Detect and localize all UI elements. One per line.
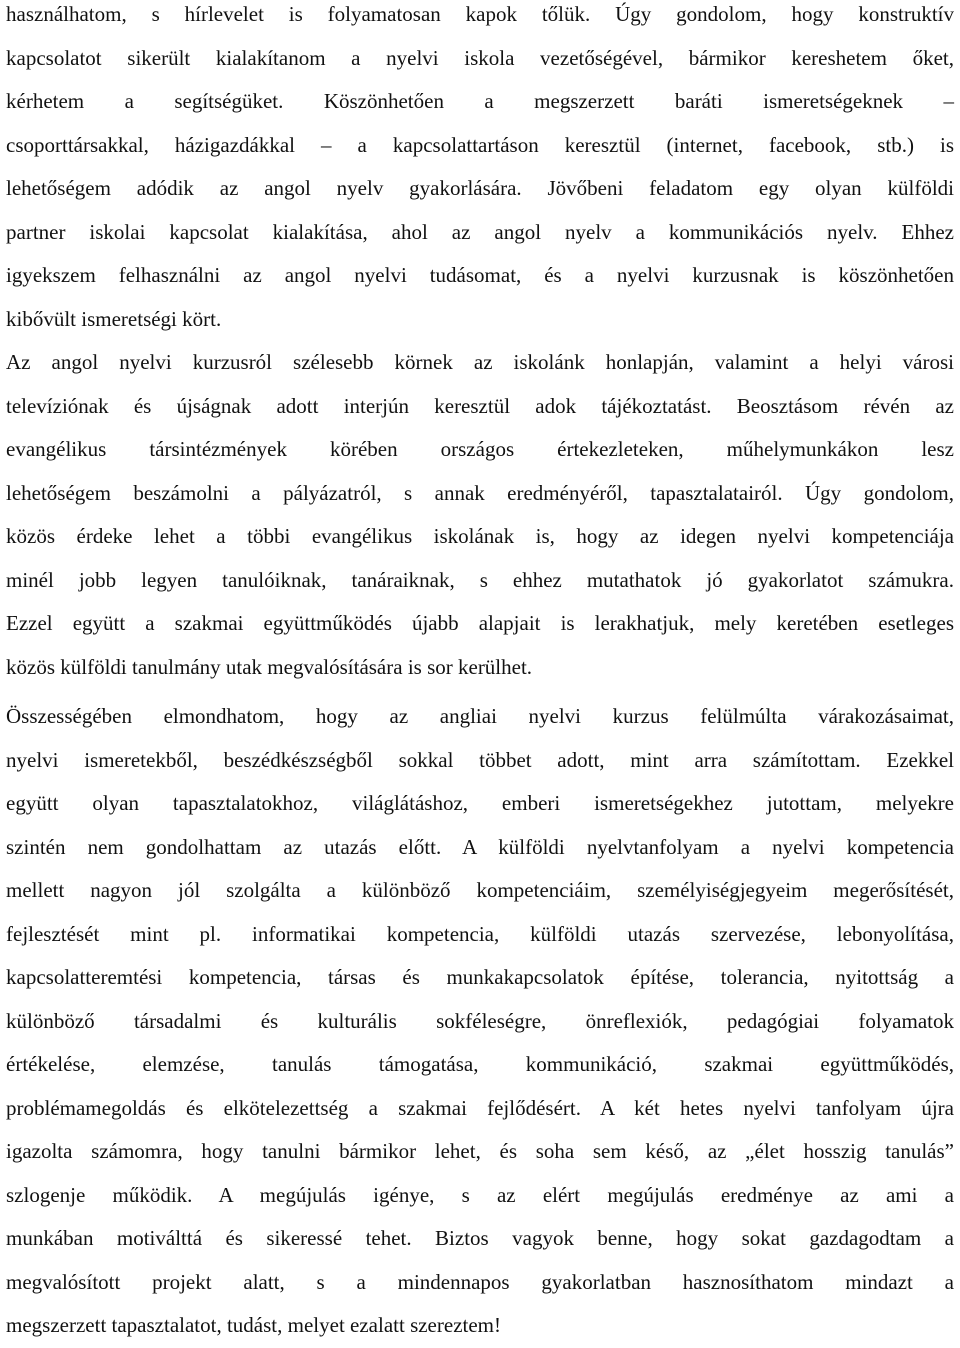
text-line: szintén nem gondolhattam az utazás előtt. A külföldi nyelvtanfolyam a nyelvi kompetencia bbox=[6, 834, 954, 859]
text-line: Összességében elmondhatom, hogy az angliai nyelvi kurzus felülmúlta várakozásaimat, bbox=[6, 704, 954, 728]
text-line: közös külföldi tanulmány utak megvalósítására is sor kerülhet. bbox=[6, 654, 533, 679]
text-line: minél jobb legyen tanulóiknak, tanáraiknak, s ehhez mutathatok jó gyakorlatot számukra. bbox=[6, 567, 954, 592]
text-line: értékelése, elemzése, tanulás támogatása, kommunikáció, szakmai együttműködés, bbox=[6, 1052, 954, 1076]
text-line: szlogenje működik. A megújulás igénye, s az elért megújulás eredménye az ami a bbox=[6, 1182, 954, 1207]
text-line: kérhetem a segítségüket. Köszönhetően a megszerzett baráti ismeretségeknek – bbox=[6, 89, 954, 113]
text-line: csoporttársakkal, házigazdákkal – a kapcsolattartáson keresztül (internet, facebook, stb.) is bbox=[6, 132, 954, 157]
text-line: Az angol nyelvi kurzusról szélesebb körnek az iskolánk honlapján, valamint a helyi városi bbox=[6, 350, 954, 374]
text-line: használhatom, s hírlevelet is folyamatosan kapok tőlük. Úgy gondolom, hogy konstruktív bbox=[6, 2, 954, 26]
text-line: televíziónak és újságnak adott interjún keresztül adok tájékoztatást. Beosztásom révén az bbox=[6, 393, 954, 418]
text-line: lehetőségem beszámolni a pályázatról, s annak eredményéről, tapasztalatairól. Úgy gondolom, bbox=[6, 480, 954, 505]
text-line: Ezzel együtt a szakmai együttműködés újabb alapjait is lerakhatjuk, mely keretében esetleges bbox=[6, 611, 954, 635]
text-line: kapcsolatteremtési kompetencia, társas és munkakapcsolatok építése, tolerancia, nyitottság a bbox=[6, 965, 954, 989]
text-line: nyelvi ismeretekből, beszédkészségből sokkal többet adott, mint arra számítottam. Ezekkel bbox=[6, 747, 954, 772]
document-page bbox=[6, 0, 954, 1348]
text-line: igyekszem felhasználni az angol nyelvi tudásomat, és a nyelvi kurzusnak is köszönhetően bbox=[6, 263, 954, 287]
text-line: megvalósított projekt alatt, s a mindennapos gyakorlatban hasznosíthatom mindazt a bbox=[6, 1269, 954, 1294]
text-line: kapcsolatot sikerült kialakítanom a nyelvi iskola vezetőségével, bármikor kereshetem őket, bbox=[6, 45, 954, 70]
text-line: kibővült ismeretségi kört. bbox=[6, 306, 222, 331]
text-line: igazolta számomra, hogy tanulni bármikor lehet, és soha sem késő, az „élet hosszig tanulás” bbox=[6, 1139, 954, 1163]
paragraph-contacts bbox=[6, 0, 954, 341]
text-line: lehetőségem adódik az angol nyelv gyakorlására. Jövőbeni feladatom egy olyan külföldi bbox=[6, 176, 954, 200]
text-line: közös érdeke lehet a többi evangélikus iskolának is, hogy az idegen nyelvi kompetenciája bbox=[6, 524, 954, 548]
text-line: partner iskolai kapcsolat kialakítása, ahol az angol nyelv a kommunikációs nyelv. Ehhez bbox=[6, 219, 954, 244]
text-line: evangélikus társintézmények körében országos értekezleteken, műhelymunkákon lesz bbox=[6, 437, 954, 461]
text-line: mellett nagyon jól szolgálta a különböző kompetenciáim, személyiségjegyeim megerősítését, bbox=[6, 878, 954, 902]
text-line: megszerzett tapasztalatot, tudást, melyet ezalatt szereztem! bbox=[6, 1313, 501, 1337]
paragraph-dissemination bbox=[6, 341, 954, 689]
text-line: fejlesztését mint pl. informatikai kompetencia, külföldi utazás szervezése, lebonyolítása, bbox=[6, 921, 954, 946]
text-line: együtt olyan tapasztalatokhoz, világlátáshoz, emberi ismeretségekhez jutottam, melyekre bbox=[6, 791, 954, 815]
text-line: munkában motiválttá és sikeressé tehet. Biztos vagyok benne, hogy sokat gazdagodtam a bbox=[6, 1226, 954, 1250]
text-line: problémamegoldás és elkötelezettség a szakmai fejlődésért. A két hetes nyelvi tanfolyam újra bbox=[6, 1095, 954, 1120]
paragraph-summary bbox=[6, 695, 954, 1348]
text-line: különböző társadalmi és kulturális sokféleségre, önreflexiók, pedagógiai folyamatok bbox=[6, 1008, 954, 1033]
